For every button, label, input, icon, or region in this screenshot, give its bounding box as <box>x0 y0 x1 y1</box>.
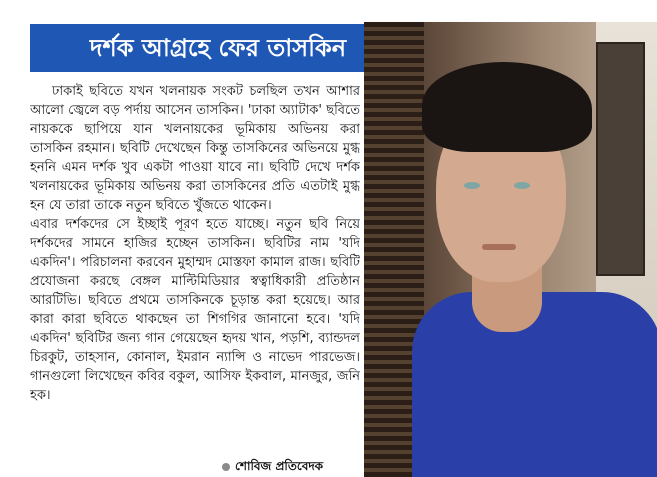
article-body <box>30 82 360 454</box>
article-paragraph-2: এবার দর্শকদের সে ইচ্ছাই পূরণ হতে যাচ্ছে। নতুন ছবি নিয়ে দর্শকদের সামনে হাজির হচ্ছেন তাসকিন। ছবিটির নাম 'যদি একদিন'। পরিচালনা করবেন মুহাম্মদ মোস্তফা কামাল রাজ। ছবিটি প্রযোজনা করছে বেঙ্গল মাল্টিমিডিয়ার স্বত্বাধিকারী প্রতিষ্ঠান আরটিভি। ছবিতে প্রথমে তাসকিনকে চূড়ান্ত করা হয়েছে। আর কারা কারা ছবিতে থাকছেন তা শিগগির জানানো হবে। 'যদি একদিন' ছবিটির জন্য গান গেয়েছেন হৃদয় খান, পড়শি, ব্যান্ডদল চিরকুট, তাহসান, কোনাল, ইমরান ন্যান্সি ও নাভেদ পারভেজ। গানগুলো লিখেছেন কবির বকুল, আসিফ ইকবাল, মানজুর, জনি হক। <box>30 217 360 403</box>
left-eye-shape <box>464 182 480 189</box>
hair-shape <box>422 62 592 152</box>
right-eye-shape <box>514 182 530 189</box>
headline-banner <box>30 24 406 72</box>
byline <box>222 457 362 475</box>
mouth-shape <box>482 244 516 250</box>
article-paragraph-1: ঢাকাই ছবিতে যখন খলনায়ক সংকট চলছিল তখন আশার আলো জ্বেলে বড় পর্দায় আসেন তাসকিন। 'ঢাকা অ্যাটাক' ছবিতে নায়ককে ছাপিয়ে যান খলনায়কের ভূমিকায় অভিনয় করা তাসকিন রহমান। ছবিটি দেখেছেন কিন্তু তাসকিনের অভিনয়ে মুগ্ধ হননি এমন দর্শক খুব একটা পাওয়া যাবে না। ছবিটি দেখে দর্শক খলনায়কের ভূমিকায় অভিনয় করা তাসকিনের প্রতি এতটাই মুগ্ধ হন যে তারা তাকে নতুন ছবিতে খুঁজতে থাকেন। <box>30 84 360 213</box>
door-shape <box>596 42 645 276</box>
byline-text: শোবিজ প্রতিবেদক <box>235 459 324 473</box>
portrait-photo <box>364 22 657 477</box>
headline-text: দর্শক আগ্রহে ফের তাসকিন <box>89 34 347 62</box>
bullet-icon <box>222 463 230 471</box>
